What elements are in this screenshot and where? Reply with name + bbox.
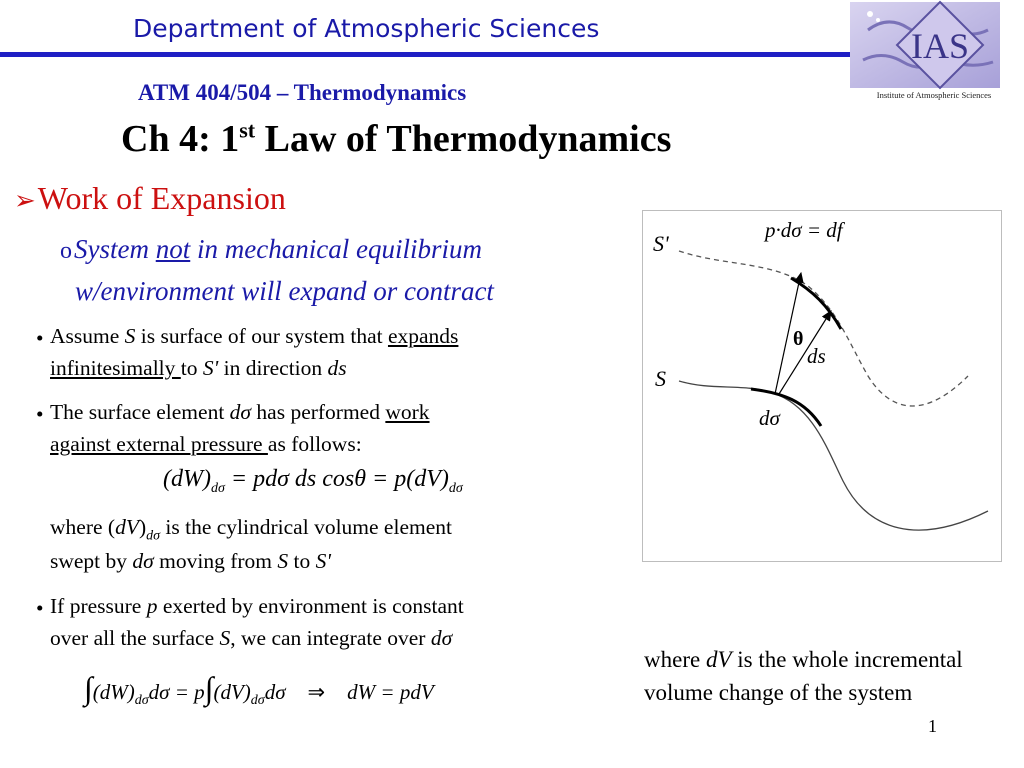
title-rest: Law of Thermodynamics [255,118,672,160]
bullet-2-line-4 [50,545,331,577]
symbol-ds: ds [327,356,347,380]
text: exerted by environment is constant [157,594,464,618]
text: swept by [50,549,133,573]
text: where [644,647,706,672]
symbol-dsigma: dσ [229,400,252,424]
surface-expansion-figure [642,210,1002,562]
symbol-S: S [219,626,231,650]
eq-term: dσ = p [148,680,205,704]
text: in direction [218,356,328,380]
symbol-S: S [124,324,136,348]
equation-1 [163,466,463,497]
subscript: dσ [146,528,161,544]
text: as follows: [267,432,362,456]
text: where ( [50,515,116,539]
underlined-text: expands [387,324,459,348]
text: Assume [50,324,125,348]
section-heading [14,180,286,217]
underlined-text: against external pressure [50,432,268,456]
ias-logo [848,0,1020,104]
underlined-text: work [385,400,430,424]
subpoint-line-2: w/environment will expand or contract [75,276,494,306]
text: ) [138,515,147,539]
title-sup: st [239,117,256,143]
logo-star [867,11,873,17]
symbol-S: S [277,549,289,573]
bullet-1-line-2 [50,352,347,384]
label-theta: θ [793,328,804,350]
symbol-dV: dV [115,515,139,539]
text: to [180,356,203,380]
subpoint-text: System [74,234,156,264]
symbol-S-prime: S' [315,549,331,573]
label-ds: ds [807,344,826,368]
equation-2 [84,670,434,709]
header-rule [0,52,860,57]
logo-letters: IAS [910,26,970,66]
eq-subscript: dσ [210,480,225,496]
text: to [288,549,316,573]
eq-subscript: dσ [448,480,463,496]
text: is surface of our system that [135,324,388,348]
page-number: 1 [928,716,937,736]
text: , we can integrate over [230,626,431,650]
surface-S-curve [679,381,988,530]
text: is the cylindrical volume element [160,515,452,539]
department-heading: Department of Atmospheric Sciences [133,14,600,43]
eq-term: dσ [264,680,286,704]
symbol-dsigma: dσ [132,549,154,573]
slide-title [121,117,671,161]
bullet-3-line-2 [50,622,452,654]
volume-note [644,643,1004,709]
label-dsigma: dσ [759,406,780,430]
bullet-dot: • [36,402,44,426]
label-S-prime: S' [653,231,669,256]
subpoint-line-1 [60,234,482,265]
surface-S-prime-curve [679,251,968,406]
section-label: Work of Expansion [37,180,286,216]
bullet-2-line-1 [50,396,430,428]
symbol-dV: dV [705,647,732,672]
text: over all the surface [50,626,220,650]
text: The surface element [50,400,230,424]
eq-term: (dV) [213,680,251,704]
title-main: Ch 4: 1 [121,118,240,160]
bullet-dot: • [36,326,44,350]
text: has performed [251,400,386,424]
course-title: ATM 404/504 – Thermodynamics [138,80,467,105]
integral-sign: ∫ [84,670,93,706]
text: If pressure [50,594,147,618]
circle-bullet-icon: o [60,238,72,264]
eq-subscript: dσ [250,693,265,709]
text: moving from [153,549,278,573]
label-S: S [655,366,666,391]
integral-sign: ∫ [204,670,214,706]
implies-icon: ⇒ [307,680,326,704]
eq-subscript: dσ [134,693,149,709]
symbol-S-prime: S' [202,356,219,380]
text: is the whole incremental volume change of the system [644,647,963,705]
subpoint-text: in mechanical equilibrium [190,234,482,264]
subpoint-not: not [155,234,191,264]
symbol-p: p [146,594,158,618]
bullet-3-line-1 [50,590,464,622]
eq-term: (dW) [92,680,135,704]
bullet-dot: • [36,596,44,620]
eq-term: dW = pdV [347,680,434,704]
eq-term: = pdσ ds cosθ = p(dV) [224,466,449,492]
bullet-1-line-1 [50,320,458,352]
bullet-2-line-2 [50,428,362,460]
arrow-bullet-icon: ➢ [14,186,36,215]
eq-term: (dW) [163,466,211,492]
logo-star [876,18,880,22]
symbol-dsigma: dσ [430,626,453,650]
label-force: p·dσ = df [765,218,843,242]
logo-caption: Institute of Atmospheric Sciences [876,90,992,100]
underlined-text: infinitesimally [50,356,181,380]
